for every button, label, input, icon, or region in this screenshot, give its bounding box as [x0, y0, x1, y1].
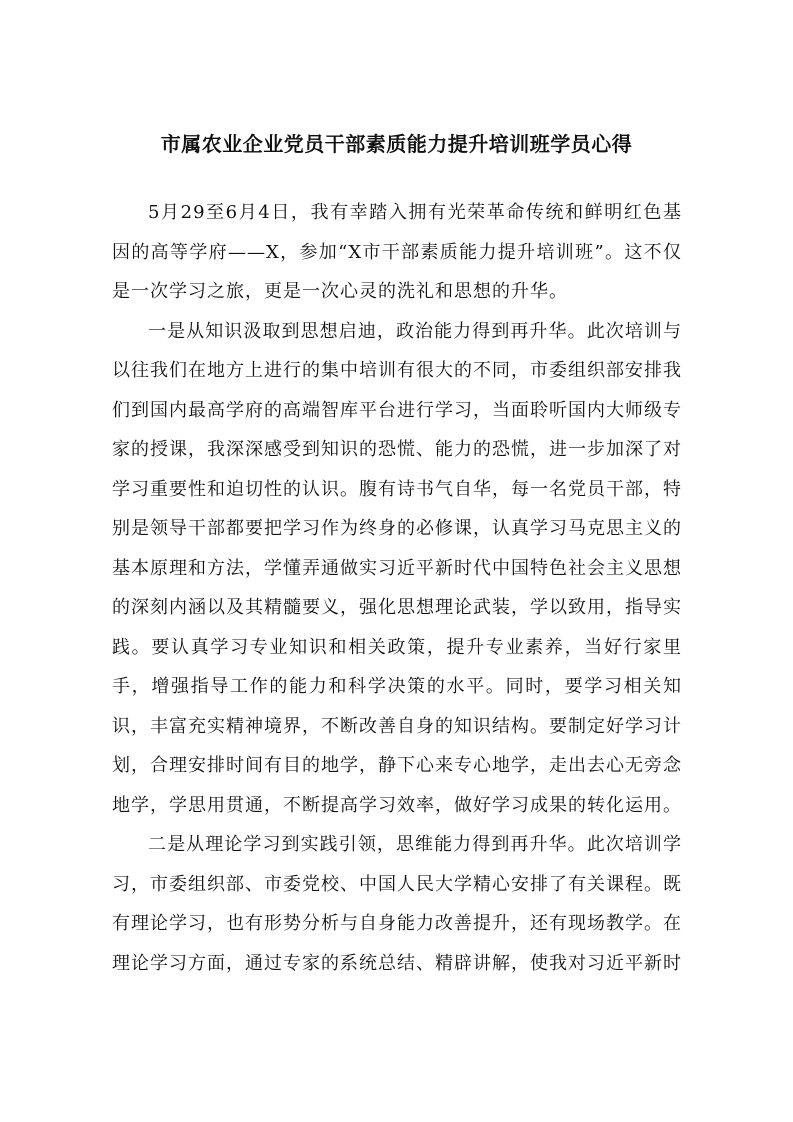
paragraph-point-two: 二是从理论学习到实践引领，思维能力得到再升华。此次培训学习，市委组织部、市委党校、中国人民大学精心安排了有关课程。既有理论学习，也有形势分析与自身能力改善提升，还有现场教学。在理论学习方面，通过专家的系统总结、精辟讲解，使我对习近平新时 [112, 834, 682, 974]
document-title: 市属农业企业党员干部素质能力提升培训班学员心得 [160, 132, 633, 156]
paragraph-intro: 5月29至6月4日，我有幸踏入拥有光荣革命传统和鲜明红色基因的高等学府——X，参加“X市干部素质能力提升培训班”。这不仅是一次学习之旅，更是一次心灵的洗礼和思想的升华。 [112, 202, 682, 302]
document-body [112, 193, 682, 983]
paragraph-point-one: 一是从知识汲取到思想启迪，政治能力得到再升华。此次培训与以往我们在地方上进行的集中培训有很大的不同，市委组织部安排我们到国内最高学府的高端智库平台进行学习，当面聆听国内大师级专家的授课，我深深感受到知识的恐慌、能力的恐慌，进一步加深了对学习重要性和迫切性的认识。腹有诗书气自华，每一名党员干部，特别是领导干部都要把学习作为终身的必修课，认真学习马克思主义的基本原理和方法，学懂弄通做实习近平新时代中国特色社会主义思想的深刻内涵以及其精髓要义，强化思想理论武装，学以致用，指导实践。要认真学习专业知识和相关政策，提升专业素养，当好行家里手，增强指导工作的能力和科学决策的水平。同时，要学习相关知识，丰富充实精神境界，不断改善自身的知识结构。要制定好学习计划，合理安排时间有目的地学，静下心来专心地学，走出去心无旁念地学，学思用贯通，不断提高学习效率，做好学习成果的转化运用。 [112, 320, 682, 816]
